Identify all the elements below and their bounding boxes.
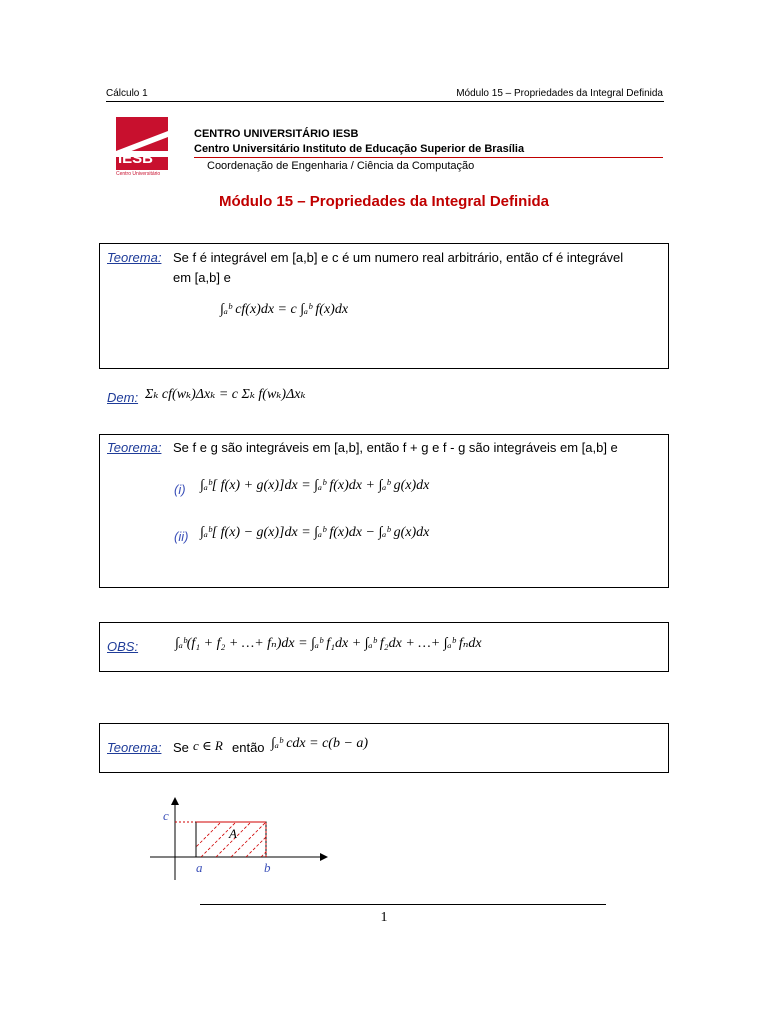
obs-label: OBS: xyxy=(107,639,139,654)
institution-name: CENTRO UNIVERSITÁRIO IESB xyxy=(194,128,359,140)
theorem-statement-3-prefix: Se xyxy=(173,740,189,755)
theorem-statement-1a: Se f é integrável em [a,b] e c é um numero real arbitrário, então cf é integrável xyxy=(173,250,624,265)
obs-formula: ∫ₐᵇ(f₁ + f₂ + …+ fₙ)dx = ∫ₐᵇ f₁dx + ∫ₐᵇ f₂dx + …+ ∫ₐᵇ fₙdx xyxy=(175,636,482,651)
dem-formula: Σₖ cf(wₖ)Δxₖ = c Σₖ f(wₖ)Δxₖ xyxy=(145,387,306,402)
x-axis-arrow-icon xyxy=(320,853,328,861)
logo-text: IESB xyxy=(118,150,154,167)
header-divider xyxy=(106,101,664,102)
iesb-logo xyxy=(116,117,168,177)
theorem-label-3: Teorema: xyxy=(107,740,162,755)
page-number: 1 xyxy=(380,910,388,925)
area-hatch xyxy=(186,822,296,857)
graph-label-b: b xyxy=(264,860,271,875)
item-label-i: (i) xyxy=(174,482,186,497)
theorem-box-2 xyxy=(99,434,669,588)
theorem-statement-3-then: então xyxy=(232,740,265,755)
item-label-ii: (ii) xyxy=(174,529,189,544)
header-course: Cálculo 1 xyxy=(106,88,148,99)
theorem-condition-3: c ∈ R xyxy=(193,738,223,753)
coordination: Coordenação de Engenharia / Ciência da Computação xyxy=(207,160,475,172)
theorem-label-1: Teorema: xyxy=(107,250,162,265)
theorem-formula-3: ∫ₐᵇ cdx = c(b − a) xyxy=(271,736,369,751)
graph-label-area: A xyxy=(229,826,237,841)
theorem-statement-1b: em [a,b] e xyxy=(173,270,231,285)
footer-divider xyxy=(200,904,606,905)
theorem-formula-1: ∫ₐᵇ cf(x)dx = c ∫ₐᵇ f(x)dx xyxy=(220,302,349,317)
y-axis-arrow-icon xyxy=(171,797,179,805)
logo-subtext: Centro Universitário xyxy=(116,171,161,177)
institution-full-name: Centro Universitário Instituto de Educação Superior de Brasília xyxy=(194,143,525,155)
theorem-statement-2: Se f e g são integráveis em [a,b], então f + g e f - g são integráveis em [a,b] e xyxy=(173,440,618,455)
theorem-label-2: Teorema: xyxy=(107,440,162,455)
item-formula-i: ∫ₐᵇ[ f(x) + g(x)]dx = ∫ₐᵇ f(x)dx + ∫ₐᵇ g(x)dx xyxy=(200,478,430,493)
graph-label-c: c xyxy=(163,808,169,823)
dem-label: Dem: xyxy=(107,390,139,405)
header-module: Módulo 15 – Propriedades da Integral Definida xyxy=(456,88,663,99)
graph-label-a: a xyxy=(196,860,203,875)
institution-divider xyxy=(194,157,663,158)
area-graph xyxy=(140,795,340,885)
page-title: Módulo 15 – Propriedades da Integral Definida xyxy=(218,193,550,210)
item-formula-ii: ∫ₐᵇ[ f(x) − g(x)]dx = ∫ₐᵇ f(x)dx − ∫ₐᵇ g(x)dx xyxy=(200,525,430,540)
